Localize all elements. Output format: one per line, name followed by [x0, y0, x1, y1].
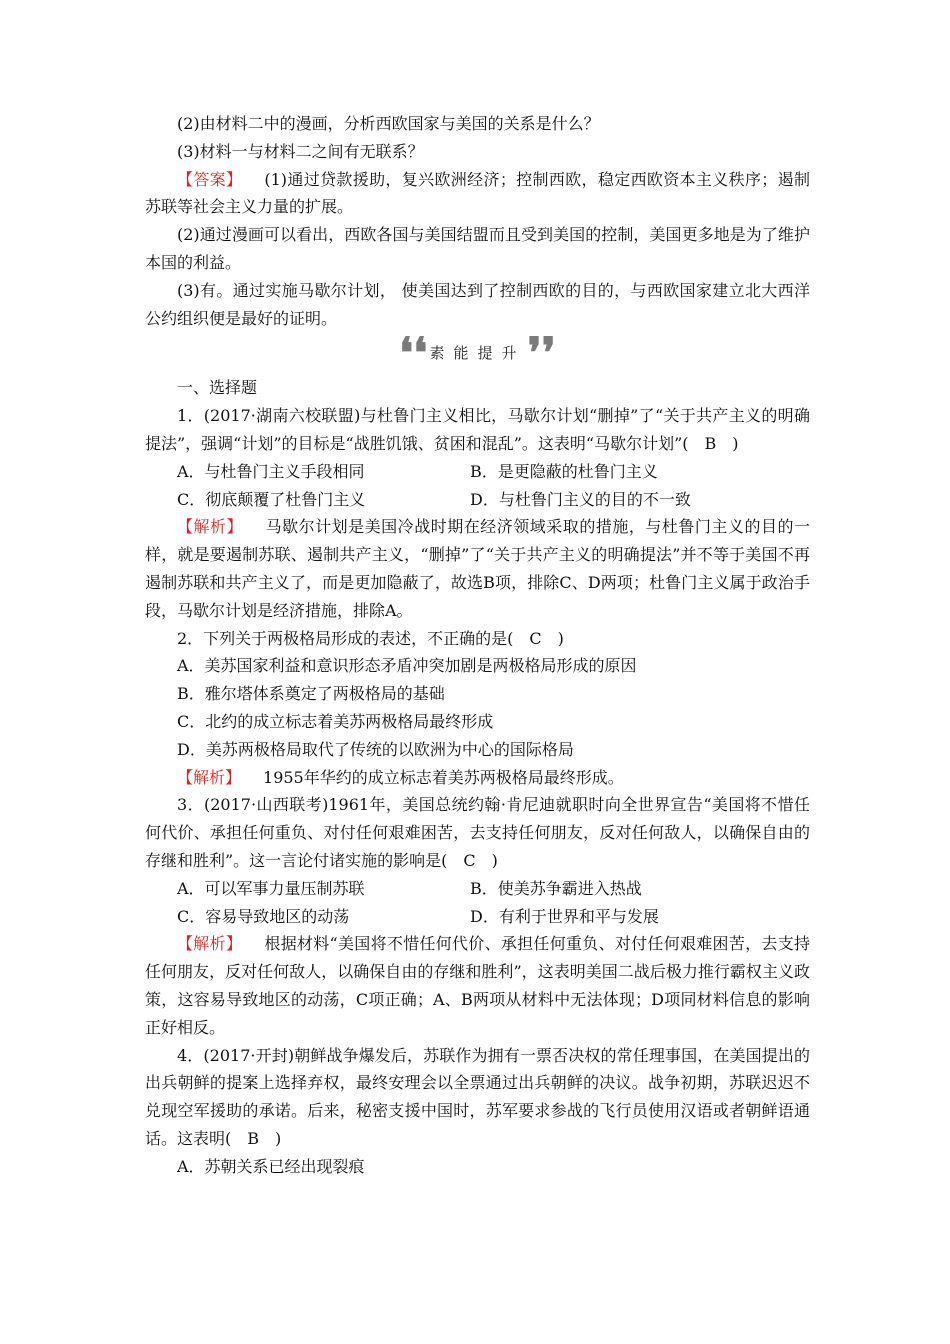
- explanation-tag: 【解析】: [177, 517, 244, 537]
- option-d: D．美苏两极格局取代了传统的以欧洲为中心的国际格局: [177, 739, 574, 759]
- document-page: [145, 110, 810, 1180]
- option-a: A．美苏国家利益和意识形态矛盾冲突加剧是两极格局形成的原因: [177, 656, 637, 676]
- option-c: C．容易导致地区的动荡: [177, 906, 350, 926]
- question-2-explanation: [145, 764, 810, 792]
- question-2-stem: 2．下列关于两极格局形成的表述，不正确的是( C ): [177, 628, 564, 648]
- section-banner: [145, 336, 810, 372]
- question-3-text: (3)材料一与材料二之间有无联系？: [177, 141, 424, 161]
- option-c: C．彻底颠覆了杜鲁门主义: [177, 489, 366, 509]
- left-quote-icon: ❛❛: [399, 336, 428, 373]
- question-1-options-row-1: [145, 458, 810, 486]
- option-d: D．与杜鲁门主义的目的不一致: [470, 489, 691, 509]
- question-1-options-row-2: [145, 486, 810, 514]
- question-3-options-row-2: [145, 903, 810, 931]
- option-b: B．雅尔塔体系奠定了两极格局的基础: [177, 684, 445, 704]
- option-d: D．有利于世界和平与发展: [470, 906, 659, 926]
- answer-paragraph-2: (2)通过漫画可以看出，西欧各国与美国结盟而且受到美国的控制，美国更多地是为了维护本国的利益。: [145, 225, 810, 272]
- question-3-stem: 3．(2017·山西联考)1961年，美国总统约翰·肯尼迪就职时向全世界宣告“美国将不惜任何代价、承担任何重负、对付任何艰难困苦，去支持任何朋友，反对任何敌人，以确保自由的存继和胜利”。这一言论付诸实施的影响是( C ): [145, 795, 810, 870]
- option-a: A．可以军事力量压制苏联: [177, 878, 365, 898]
- question-3-options-row-1: [145, 875, 810, 903]
- question-4-stem: 4．(2017·开封)朝鲜战争爆发后，苏联作为拥有一票否决权的常任理事国，在美国提出的出兵朝鲜的提案上选择弃权，最终安理会以全票通过出兵朝鲜的决议。战争初期，苏联迟迟不兑现空军援助的承诺。后来，秘密支援中国时，苏军要求参战的飞行员使用汉语或者朝鲜语通话。这表明( B ): [145, 1045, 810, 1148]
- option-a: A．与杜鲁门主义手段相同: [177, 461, 365, 481]
- question-1-stem: 1．(2017·湖南六校联盟)与杜鲁门主义相比，马歇尔计划“删掉”了“关于共产主义的明确提法”，强调“计划”的目标是“战胜饥饿、贫困和混乱”。这表明“马歇尔计划”( B ): [145, 406, 810, 453]
- banner-title: 素能提升: [429, 344, 526, 363]
- answer-paragraph-3: (3)有。通过实施马歇尔计划， 使美国达到了控制西欧的目的，与西欧国家建立北大西洋公约组织便是最好的证明。: [145, 280, 810, 328]
- explanation-text: 马歇尔计划是美国冷战时期在经济领域采取的措施，与杜鲁门主义的目的一样，就是要遏制苏联、遏制共产主义，“删掉”了“关于共产主义的明确提法”并不等于美国不再遏制苏联和共产主义了，而是更加隐蔽了，故选B项，排除C、D两项；杜鲁门主义属于政治手段，马歇尔计划是经济措施，排除A。: [145, 517, 810, 620]
- answer-paragraph-1: [145, 166, 810, 222]
- option-a: A．苏朝关系已经出现裂痕: [177, 1156, 365, 1176]
- answer-1-text: (1)通过贷款援助，复兴欧洲经济；控制西欧，稳定西欧资本主义秩序；遏制苏联等社会主义力量的扩展。: [145, 169, 810, 217]
- explanation-tag: 【解析】: [177, 767, 242, 787]
- question-1-explanation: [145, 513, 810, 624]
- section-title: 一、选择题: [177, 378, 258, 398]
- option-b: B．使美苏争霸进入热战: [470, 878, 642, 898]
- question-3-explanation: [145, 930, 810, 1041]
- answer-tag: 【答案】: [177, 169, 243, 189]
- question-2-text: (2)由材料二中的漫画，分析西欧国家与美国的关系是什么？: [177, 114, 600, 133]
- explanation-text: 1955年华约的成立标志着美苏两极格局最终形成。: [263, 767, 624, 787]
- option-c: C．北约的成立标志着美苏两极格局最终形成: [177, 711, 494, 731]
- explanation-text: 根据材料“美国将不惜任何代价、承担任何重负、对付任何艰难困苦，去支持任何朋友，反对任何敌人，以确保自由的存继和胜利”，这表明美国二战后极力推行霸权主义政策，这容易导致地区的动荡，C项正确；A、B两项从材料中无法体现；D项同材料信息的影响正好相反。: [145, 934, 810, 1037]
- right-quote-icon: ❜❜: [527, 336, 556, 373]
- option-b: B．是更隐蔽的杜鲁门主义: [470, 461, 658, 481]
- explanation-tag: 【解析】: [177, 934, 243, 954]
